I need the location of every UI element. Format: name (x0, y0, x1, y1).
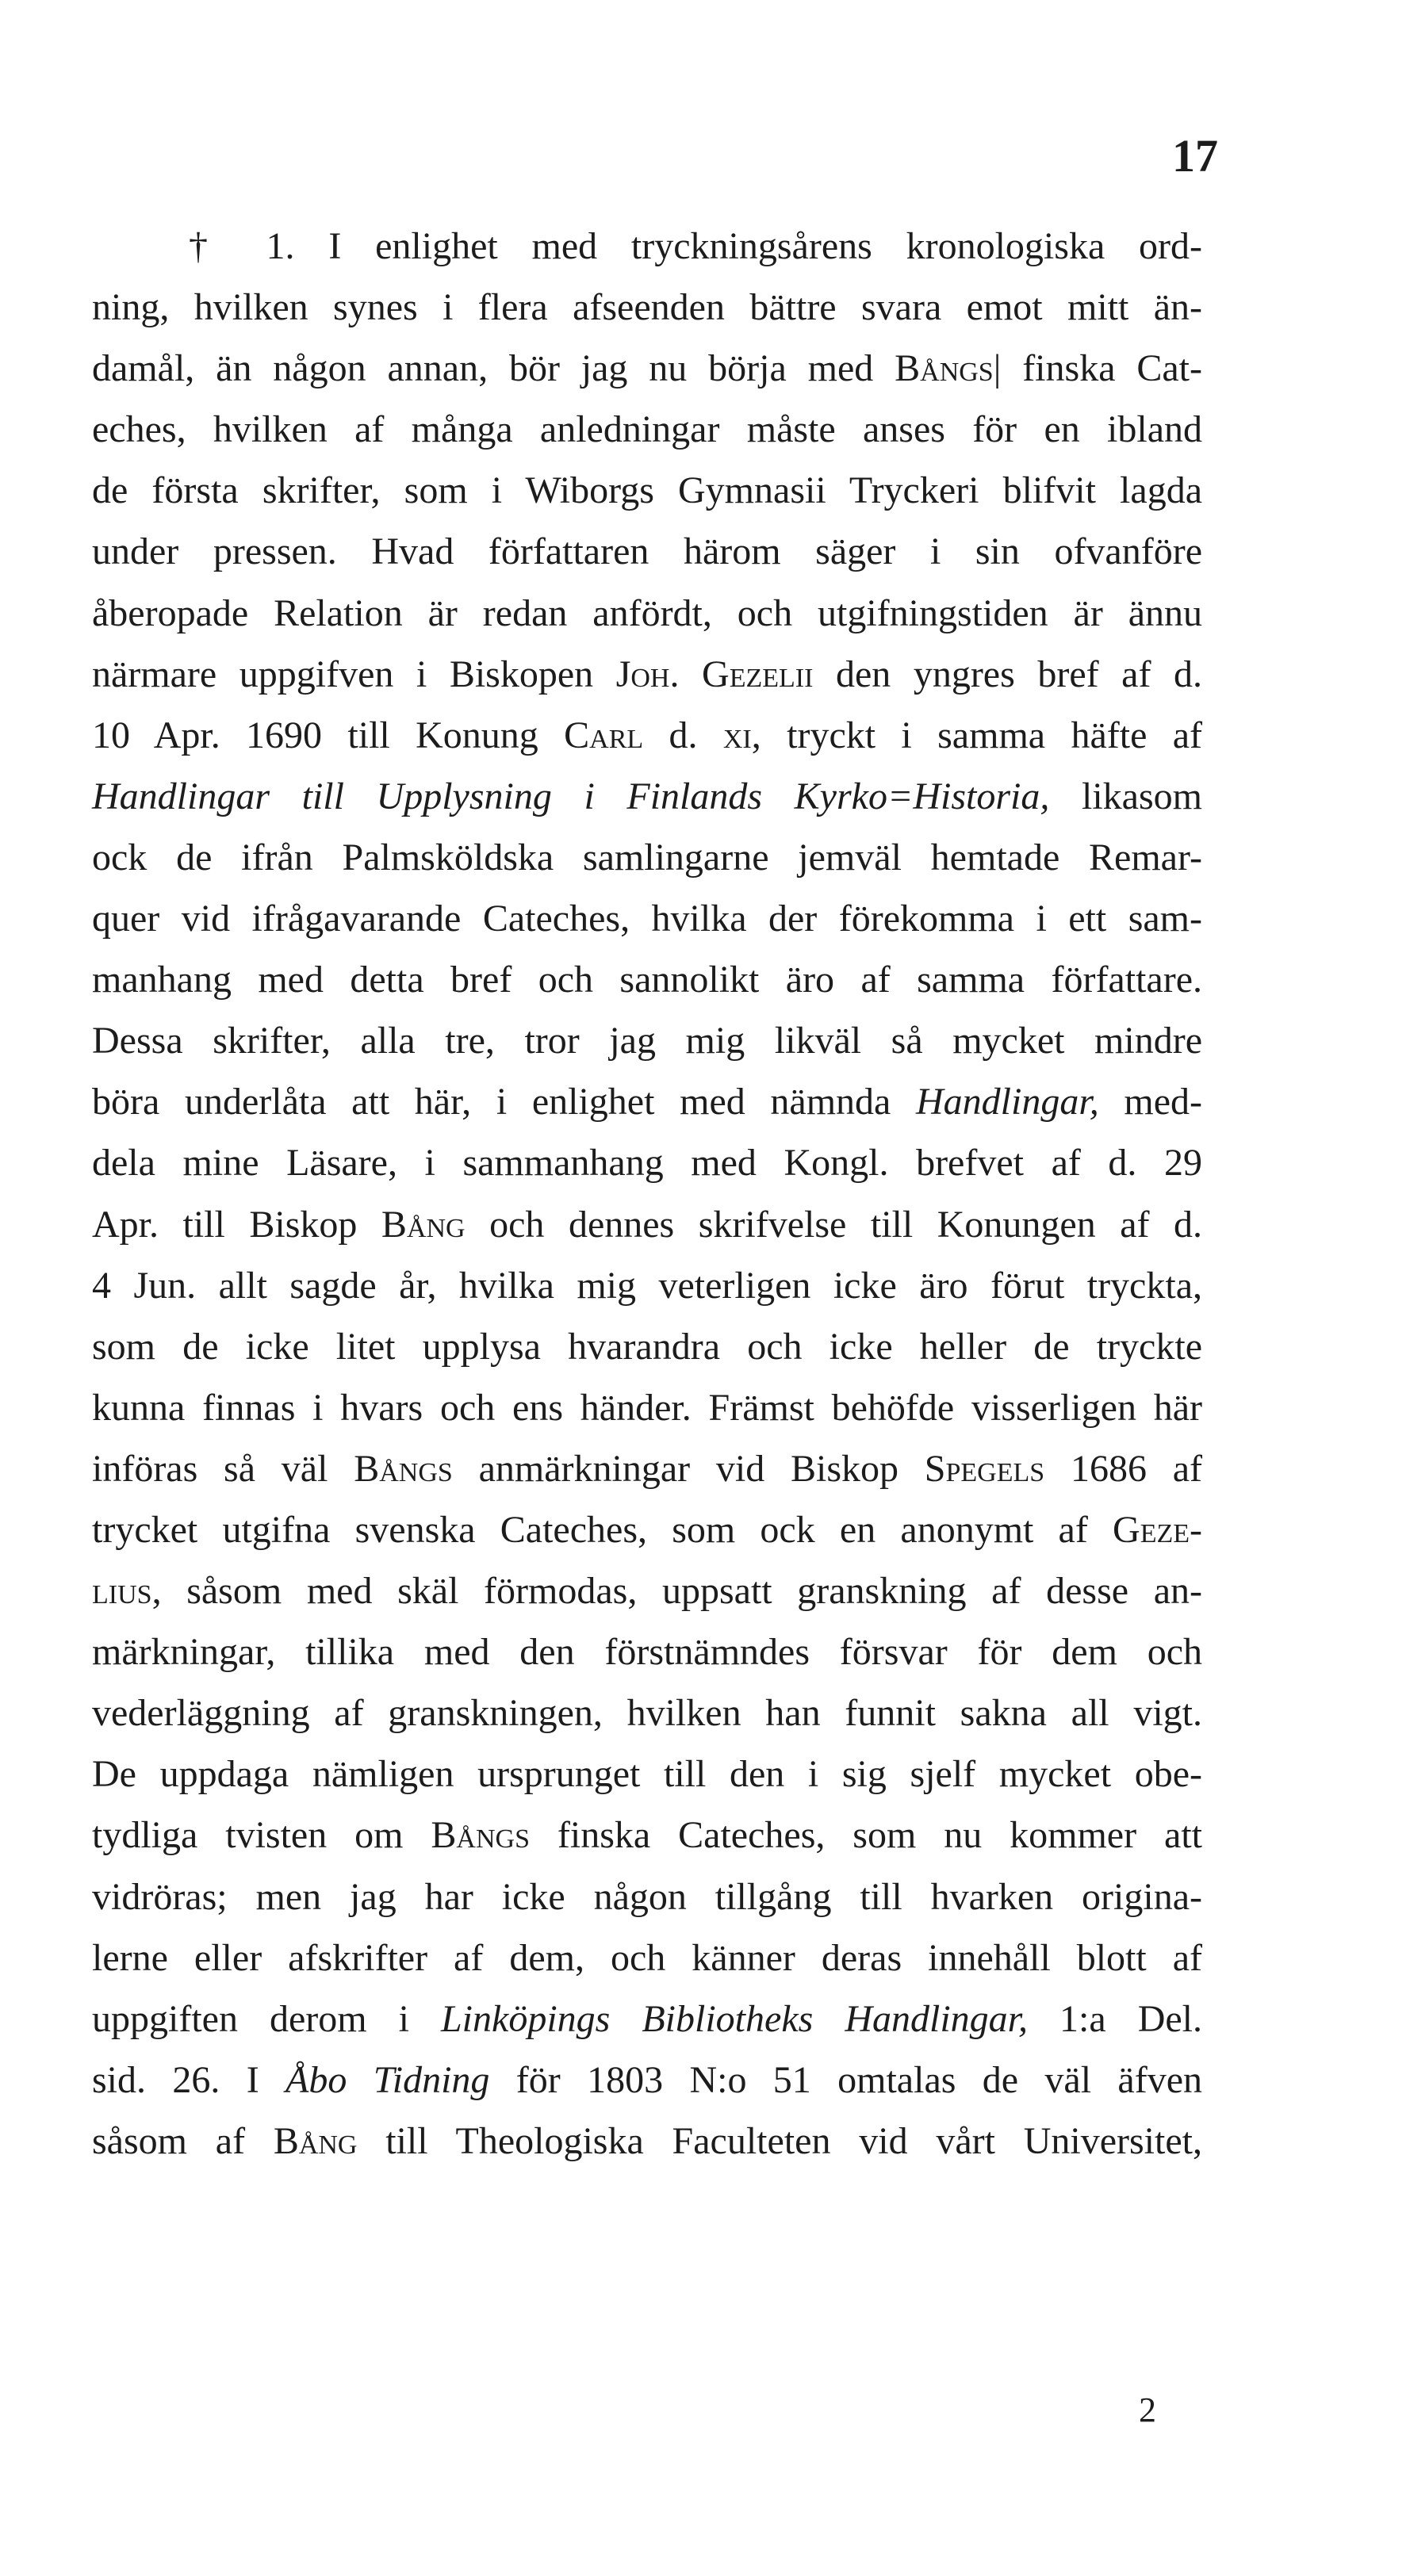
line-text: dela mine Läsare, i sammanhang med Kongl. brefvet af d. 29 (92, 1142, 1202, 1185)
text-line (92, 888, 1202, 949)
text-line (92, 827, 1202, 888)
book-title: Linköpings Bibliotheks Handlingar, (440, 1997, 1029, 2040)
author-name: Geze- (1113, 1508, 1202, 1551)
line-text: eches, hvilken af många anledningar måste anses för en ibland (92, 408, 1202, 451)
line-text: 10 Apr. 1690 till Konung (92, 714, 565, 756)
line-text: 1686 af (1044, 1447, 1202, 1490)
line-text: likasom (1049, 775, 1202, 817)
text-line (92, 460, 1202, 521)
text-line (92, 521, 1202, 582)
line-text: och dennes skrifvelse till Konungen af d. (465, 1203, 1203, 1246)
text-line (92, 1866, 1202, 1927)
line-text: de första skrifter, som i Wiborgs Gymnasii Tryckeri blifvit lagda (92, 469, 1202, 512)
line-text: ock de ifrån Palmsköldska samlingarne jemväl hemtade Remar- (92, 836, 1202, 878)
author-name: Joh. Gezelii (615, 653, 814, 695)
line-text: anmärkningar vid Biskop (452, 1447, 925, 1490)
book-title: Handlingar till Upplysning i Finlands Kyrko=Historia, (92, 775, 1050, 817)
text-line (92, 1010, 1202, 1071)
line-text: åberopade Relation är redan anfördt, och utgifningstiden är ännu (92, 591, 1202, 634)
author-name: Carl (564, 714, 644, 756)
line-text: till Theologiska Faculteten vid vårt Universitet, (357, 2119, 1202, 2162)
line-text: manhang med detta bref och sannolikt äro af samma författare. (92, 959, 1202, 1001)
text-line (92, 949, 1202, 1010)
line-text: märkningar, tillika med den förstnämndes försvar för dem och (92, 1631, 1202, 1674)
text-line (92, 1499, 1202, 1560)
line-text: under pressen. Hvad författaren härom säger i sin ofvanföre (92, 530, 1202, 573)
author-name: Bångs (354, 1447, 453, 1490)
line-text: sid. 26. I (92, 2058, 286, 2101)
text-line (92, 1927, 1202, 1988)
text-line (92, 1132, 1202, 1193)
line-text: lerne eller afskrifter af dem, och känner deras innehåll blott af (92, 1936, 1202, 1979)
line-text: som de icke litet upplysa hvarandra och icke heller de tryckte (92, 1325, 1202, 1368)
line-text: vederläggning af granskningen, hvilken han funnit sakna all vigt. (92, 1692, 1202, 1735)
line-text: Dessa skrifter, alla tre, tror jag mig likväl så mycket mindre (92, 1020, 1202, 1062)
text-line (92, 338, 1202, 399)
text-line (92, 1988, 1202, 2050)
text-line (92, 2111, 1202, 2172)
line-text: De uppdaga nämligen ursprunget till den i sig sjelf mycket obe- (92, 1753, 1202, 1796)
text-line (92, 1255, 1202, 1316)
line-text: den yngres bref af d. (813, 653, 1202, 695)
line-text: 1:a Del. (1028, 1997, 1203, 2040)
text-line (92, 1316, 1202, 1377)
line-text: † 1. I enlighet med tryckningsårens kronologiska ord- (189, 225, 1202, 267)
text-line (92, 1621, 1202, 1682)
line-text: böra underlåta att här, i enlighet med nämnda (92, 1081, 917, 1123)
author-name: Bångs (431, 1814, 530, 1857)
line-text: d. (643, 714, 723, 756)
author-name: Bångs (895, 347, 994, 390)
line-text: | finska Cat- (993, 347, 1202, 390)
author-name: Bång (381, 1203, 466, 1246)
text-line (92, 1194, 1202, 1255)
signature-mark: 2 (1139, 2390, 1156, 2429)
line-text: med- (1098, 1081, 1203, 1123)
text-line (92, 2050, 1202, 2111)
author-name: Spegels (924, 1447, 1045, 1490)
text-line (92, 705, 1202, 766)
line-text: ning, hvilken synes i flera afseenden bättre svara emot mitt än- (92, 286, 1202, 329)
text-line (92, 1560, 1202, 1621)
line-text: för 1803 N:o 51 omtalas de väl äfven (489, 2058, 1203, 2101)
text-line (92, 1438, 1202, 1499)
line-text: finska Cateches, som nu kommer att (529, 1814, 1202, 1857)
text-line (92, 1743, 1202, 1805)
line-text: trycket utgifna svenska Cateches, som ock en anonymt af (92, 1508, 1113, 1551)
text-line (92, 1682, 1202, 1743)
page-number: 17 (1172, 130, 1218, 182)
author-name: lius (92, 1570, 152, 1613)
book-title: Handlingar, (916, 1081, 1099, 1123)
body-text (92, 216, 1202, 2172)
line-text: 4 Jun. allt sagde år, hvilka mig veterligen icke äro förut tryckta, (92, 1264, 1202, 1307)
line-text: uppgiften derom i (92, 1997, 441, 2040)
line-text: , tryckt i samma häfte af (751, 714, 1203, 756)
line-text: Apr. till Biskop (92, 1203, 381, 1246)
line-text: vidröras; men jag har icke någon tillgång till hvarken origina- (92, 1875, 1202, 1918)
text-line (92, 644, 1202, 705)
text-line (92, 1377, 1202, 1438)
text-line (92, 1071, 1202, 1132)
line-text: tydliga tvisten om (92, 1814, 431, 1857)
line-text: kunna finnas i hvars och ens händer. Främst behöfde visserligen här (92, 1386, 1202, 1429)
author-name: Bång (273, 2119, 358, 2162)
text-line (92, 583, 1202, 644)
text-line (92, 216, 1202, 277)
line-text: quer vid ifrågavarande Cateches, hvilka der förekomma i ett sam- (92, 898, 1202, 940)
text-line (92, 277, 1202, 338)
text-line (92, 766, 1202, 827)
line-text: såsom af (92, 2119, 274, 2162)
text-line (92, 399, 1202, 460)
line-text: närmare uppgifven i Biskopen (92, 653, 616, 695)
text-line (92, 1805, 1202, 1866)
line-text: , såsom med skäl förmodas, uppsatt granskning af desse an- (151, 1570, 1202, 1613)
line-text: införas så väl (92, 1447, 354, 1490)
line-text: damål, än någon annan, bör jag nu börja med (92, 347, 895, 390)
book-title: Åbo Tidning (285, 2058, 490, 2101)
regnal-number: xi (722, 714, 752, 756)
